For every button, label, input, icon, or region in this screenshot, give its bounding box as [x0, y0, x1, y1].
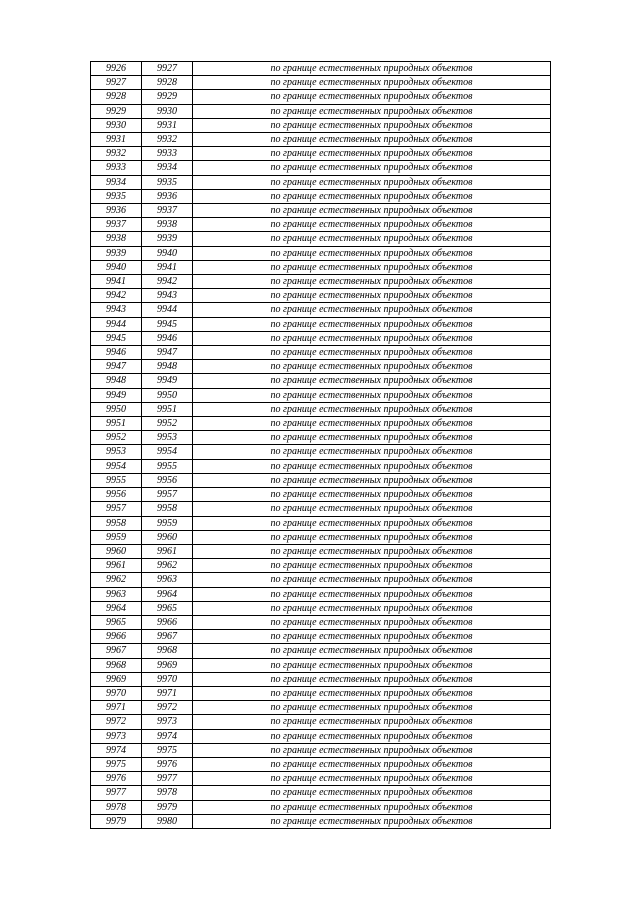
- boundary-description-cell: по границе естественных природных объектов: [193, 559, 551, 573]
- point-from-cell: 9955: [91, 473, 142, 487]
- table-row: [91, 76, 551, 90]
- point-to-cell: 9968: [142, 644, 193, 658]
- table-row: [91, 218, 551, 232]
- boundary-description-cell: по границе естественных природных объектов: [193, 147, 551, 161]
- table-row: [91, 488, 551, 502]
- point-to-cell: 9942: [142, 275, 193, 289]
- boundary-description-cell: по границе естественных природных объектов: [193, 374, 551, 388]
- point-to-cell: 9950: [142, 388, 193, 402]
- point-from-cell: 9956: [91, 488, 142, 502]
- point-from-cell: 9927: [91, 76, 142, 90]
- boundary-description-cell: по границе естественных природных объектов: [193, 431, 551, 445]
- boundary-description-cell: по границе естественных природных объектов: [193, 686, 551, 700]
- point-from-cell: 9967: [91, 644, 142, 658]
- table-row: [91, 289, 551, 303]
- boundary-description-cell: по границе естественных природных объектов: [193, 488, 551, 502]
- boundary-description-cell: по границе естественных природных объектов: [193, 76, 551, 90]
- point-from-cell: 9946: [91, 346, 142, 360]
- point-to-cell: 9959: [142, 516, 193, 530]
- table-row: [91, 104, 551, 118]
- point-to-cell: 9948: [142, 360, 193, 374]
- point-from-cell: 9962: [91, 573, 142, 587]
- boundary-description-cell: по границе естественных природных объектов: [193, 346, 551, 360]
- point-to-cell: 9955: [142, 459, 193, 473]
- table-row: [91, 530, 551, 544]
- table-row: [91, 118, 551, 132]
- table-row: [91, 445, 551, 459]
- table-row: [91, 232, 551, 246]
- boundary-points-table: [90, 61, 551, 829]
- point-to-cell: 9930: [142, 104, 193, 118]
- point-to-cell: 9945: [142, 317, 193, 331]
- point-from-cell: 9933: [91, 161, 142, 175]
- point-to-cell: 9952: [142, 417, 193, 431]
- point-to-cell: 9971: [142, 686, 193, 700]
- point-to-cell: 9931: [142, 118, 193, 132]
- point-from-cell: 9947: [91, 360, 142, 374]
- point-to-cell: 9954: [142, 445, 193, 459]
- table-row: [91, 431, 551, 445]
- point-from-cell: 9950: [91, 402, 142, 416]
- point-from-cell: 9932: [91, 147, 142, 161]
- point-from-cell: 9949: [91, 388, 142, 402]
- point-to-cell: 9980: [142, 814, 193, 828]
- point-to-cell: 9944: [142, 303, 193, 317]
- point-to-cell: 9969: [142, 658, 193, 672]
- table-row: [91, 544, 551, 558]
- boundary-description-cell: по границе естественных природных объектов: [193, 331, 551, 345]
- boundary-description-cell: по границе естественных природных объектов: [193, 133, 551, 147]
- point-to-cell: 9938: [142, 218, 193, 232]
- table-row: [91, 331, 551, 345]
- boundary-description-cell: по границе естественных природных объектов: [193, 246, 551, 260]
- point-to-cell: 9935: [142, 175, 193, 189]
- point-to-cell: 9928: [142, 76, 193, 90]
- boundary-description-cell: по границе естественных природных объектов: [193, 658, 551, 672]
- table-row: [91, 204, 551, 218]
- point-to-cell: 9956: [142, 473, 193, 487]
- point-from-cell: 9940: [91, 260, 142, 274]
- boundary-description-cell: по границе естественных природных объектов: [193, 772, 551, 786]
- point-to-cell: 9979: [142, 800, 193, 814]
- table-row: [91, 800, 551, 814]
- point-to-cell: 9937: [142, 204, 193, 218]
- boundary-description-cell: по границе естественных природных объектов: [193, 360, 551, 374]
- boundary-description-cell: по границе естественных природных объектов: [193, 573, 551, 587]
- boundary-description-cell: по границе естественных природных объектов: [193, 388, 551, 402]
- boundary-description-cell: по границе естественных природных объектов: [193, 729, 551, 743]
- point-to-cell: 9941: [142, 260, 193, 274]
- table-row: [91, 473, 551, 487]
- table-row: [91, 686, 551, 700]
- point-to-cell: 9947: [142, 346, 193, 360]
- table-row: [91, 729, 551, 743]
- table-row: [91, 772, 551, 786]
- point-from-cell: 9977: [91, 786, 142, 800]
- point-to-cell: 9965: [142, 601, 193, 615]
- boundary-description-cell: по границе естественных природных объектов: [193, 715, 551, 729]
- boundary-description-cell: по границе естественных природных объектов: [193, 275, 551, 289]
- boundary-description-cell: по границе естественных природных объектов: [193, 90, 551, 104]
- point-to-cell: 9974: [142, 729, 193, 743]
- point-to-cell: 9927: [142, 62, 193, 76]
- point-from-cell: 9945: [91, 331, 142, 345]
- point-to-cell: 9957: [142, 488, 193, 502]
- table-row: [91, 814, 551, 828]
- table-body: [91, 62, 551, 829]
- table-row: [91, 757, 551, 771]
- boundary-description-cell: по границе естественных природных объектов: [193, 601, 551, 615]
- point-from-cell: 9951: [91, 417, 142, 431]
- point-from-cell: 9969: [91, 672, 142, 686]
- boundary-description-cell: по границе естественных природных объектов: [193, 800, 551, 814]
- point-from-cell: 9931: [91, 133, 142, 147]
- table-row: [91, 786, 551, 800]
- boundary-description-cell: по границе естественных природных объектов: [193, 260, 551, 274]
- point-from-cell: 9936: [91, 204, 142, 218]
- table-row: [91, 90, 551, 104]
- point-to-cell: 9978: [142, 786, 193, 800]
- point-from-cell: 9971: [91, 701, 142, 715]
- point-from-cell: 9964: [91, 601, 142, 615]
- point-from-cell: 9929: [91, 104, 142, 118]
- point-to-cell: 9932: [142, 133, 193, 147]
- point-from-cell: 9935: [91, 189, 142, 203]
- boundary-description-cell: по границе естественных природных объектов: [193, 630, 551, 644]
- point-from-cell: 9970: [91, 686, 142, 700]
- point-to-cell: 9951: [142, 402, 193, 416]
- point-from-cell: 9973: [91, 729, 142, 743]
- table-row: [91, 374, 551, 388]
- boundary-description-cell: по границе естественных природных объектов: [193, 644, 551, 658]
- boundary-description-cell: по границе естественных природных объектов: [193, 402, 551, 416]
- point-from-cell: 9954: [91, 459, 142, 473]
- point-to-cell: 9939: [142, 232, 193, 246]
- point-from-cell: 9938: [91, 232, 142, 246]
- boundary-description-cell: по границе естественных природных объектов: [193, 232, 551, 246]
- point-from-cell: 9948: [91, 374, 142, 388]
- boundary-description-cell: по границе естественных природных объектов: [193, 672, 551, 686]
- point-to-cell: 9961: [142, 544, 193, 558]
- point-to-cell: 9940: [142, 246, 193, 260]
- table-row: [91, 388, 551, 402]
- point-from-cell: 9972: [91, 715, 142, 729]
- point-from-cell: 9953: [91, 445, 142, 459]
- table-row: [91, 260, 551, 274]
- point-to-cell: 9933: [142, 147, 193, 161]
- boundary-description-cell: по границе естественных природных объектов: [193, 516, 551, 530]
- boundary-description-cell: по границе естественных природных объектов: [193, 161, 551, 175]
- table-row: [91, 559, 551, 573]
- point-from-cell: 9944: [91, 317, 142, 331]
- table-row: [91, 275, 551, 289]
- point-to-cell: 9936: [142, 189, 193, 203]
- boundary-description-cell: по границе естественных природных объектов: [193, 218, 551, 232]
- point-from-cell: 9930: [91, 118, 142, 132]
- table-row: [91, 317, 551, 331]
- boundary-description-cell: по границе естественных природных объектов: [193, 587, 551, 601]
- boundary-description-cell: по границе естественных природных объектов: [193, 786, 551, 800]
- point-from-cell: 9941: [91, 275, 142, 289]
- point-to-cell: 9958: [142, 502, 193, 516]
- table-row: [91, 715, 551, 729]
- boundary-description-cell: по границе естественных природных объектов: [193, 757, 551, 771]
- point-from-cell: 9952: [91, 431, 142, 445]
- table-row: [91, 743, 551, 757]
- point-to-cell: 9972: [142, 701, 193, 715]
- point-from-cell: 9928: [91, 90, 142, 104]
- point-to-cell: 9960: [142, 530, 193, 544]
- table-row: [91, 658, 551, 672]
- point-from-cell: 9958: [91, 516, 142, 530]
- boundary-description-cell: по границе естественных природных объектов: [193, 530, 551, 544]
- point-from-cell: 9968: [91, 658, 142, 672]
- table-row: [91, 615, 551, 629]
- table-row: [91, 417, 551, 431]
- boundary-description-cell: по границе естественных природных объектов: [193, 445, 551, 459]
- table-row: [91, 502, 551, 516]
- boundary-description-cell: по границе естественных природных объектов: [193, 544, 551, 558]
- point-from-cell: 9939: [91, 246, 142, 260]
- table-row: [91, 587, 551, 601]
- boundary-description-cell: по границе естественных природных объектов: [193, 303, 551, 317]
- point-from-cell: 9959: [91, 530, 142, 544]
- point-to-cell: 9943: [142, 289, 193, 303]
- point-from-cell: 9965: [91, 615, 142, 629]
- table-row: [91, 189, 551, 203]
- boundary-description-cell: по границе естественных природных объектов: [193, 615, 551, 629]
- point-to-cell: 9966: [142, 615, 193, 629]
- table-row: [91, 133, 551, 147]
- boundary-description-cell: по границе естественных природных объектов: [193, 175, 551, 189]
- point-from-cell: 9961: [91, 559, 142, 573]
- point-from-cell: 9966: [91, 630, 142, 644]
- table-row: [91, 360, 551, 374]
- point-from-cell: 9943: [91, 303, 142, 317]
- point-from-cell: 9937: [91, 218, 142, 232]
- table-row: [91, 672, 551, 686]
- point-to-cell: 9973: [142, 715, 193, 729]
- boundary-description-cell: по границе естественных природных объектов: [193, 62, 551, 76]
- table-row: [91, 459, 551, 473]
- boundary-description-cell: по границе естественных природных объектов: [193, 104, 551, 118]
- point-to-cell: 9975: [142, 743, 193, 757]
- boundary-description-cell: по границе естественных природных объектов: [193, 701, 551, 715]
- point-to-cell: 9963: [142, 573, 193, 587]
- point-from-cell: 9974: [91, 743, 142, 757]
- point-to-cell: 9964: [142, 587, 193, 601]
- boundary-description-cell: по границе естественных природных объектов: [193, 502, 551, 516]
- point-to-cell: 9970: [142, 672, 193, 686]
- point-to-cell: 9967: [142, 630, 193, 644]
- point-to-cell: 9934: [142, 161, 193, 175]
- point-to-cell: 9949: [142, 374, 193, 388]
- point-to-cell: 9929: [142, 90, 193, 104]
- point-to-cell: 9976: [142, 757, 193, 771]
- point-from-cell: 9934: [91, 175, 142, 189]
- boundary-description-cell: по границе естественных природных объектов: [193, 289, 551, 303]
- table-row: [91, 161, 551, 175]
- point-from-cell: 9975: [91, 757, 142, 771]
- table-row: [91, 516, 551, 530]
- point-to-cell: 9977: [142, 772, 193, 786]
- table-row: [91, 147, 551, 161]
- boundary-description-cell: по границе естественных природных объектов: [193, 417, 551, 431]
- boundary-description-cell: по границе естественных природных объектов: [193, 814, 551, 828]
- point-from-cell: 9942: [91, 289, 142, 303]
- table-row: [91, 303, 551, 317]
- point-from-cell: 9963: [91, 587, 142, 601]
- boundary-description-cell: по границе естественных природных объектов: [193, 204, 551, 218]
- point-from-cell: 9979: [91, 814, 142, 828]
- point-to-cell: 9946: [142, 331, 193, 345]
- table-row: [91, 62, 551, 76]
- point-from-cell: 9978: [91, 800, 142, 814]
- table-row: [91, 175, 551, 189]
- table-row: [91, 346, 551, 360]
- point-from-cell: 9926: [91, 62, 142, 76]
- boundary-description-cell: по границе естественных природных объектов: [193, 317, 551, 331]
- table-row: [91, 573, 551, 587]
- point-from-cell: 9960: [91, 544, 142, 558]
- table-row: [91, 701, 551, 715]
- table-row: [91, 644, 551, 658]
- point-from-cell: 9957: [91, 502, 142, 516]
- table-row: [91, 601, 551, 615]
- boundary-description-cell: по границе естественных природных объектов: [193, 743, 551, 757]
- boundary-description-cell: по границе естественных природных объектов: [193, 473, 551, 487]
- boundary-description-cell: по границе естественных природных объектов: [193, 459, 551, 473]
- table-row: [91, 402, 551, 416]
- point-to-cell: 9953: [142, 431, 193, 445]
- point-to-cell: 9962: [142, 559, 193, 573]
- table-row: [91, 630, 551, 644]
- point-from-cell: 9976: [91, 772, 142, 786]
- boundary-description-cell: по границе естественных природных объектов: [193, 118, 551, 132]
- table-row: [91, 246, 551, 260]
- boundary-description-cell: по границе естественных природных объектов: [193, 189, 551, 203]
